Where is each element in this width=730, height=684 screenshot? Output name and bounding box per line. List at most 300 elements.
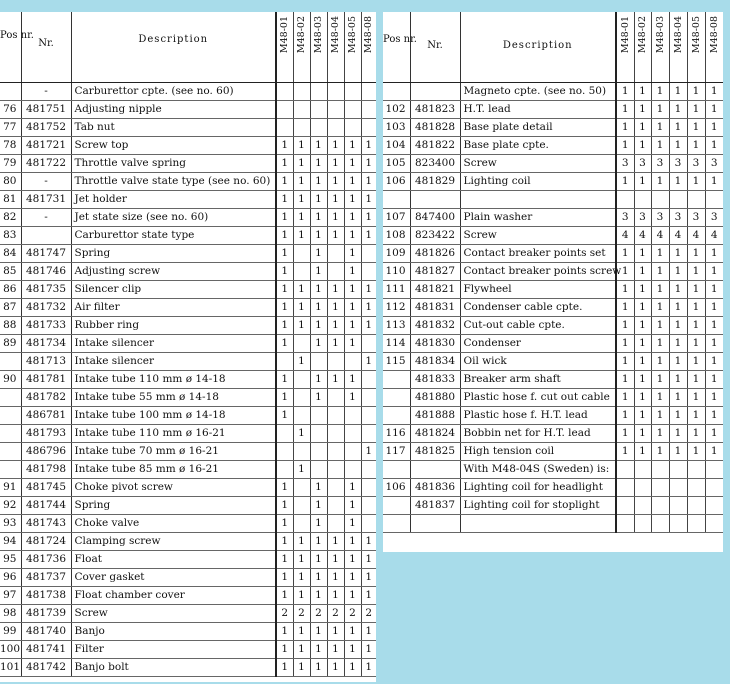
quantity-cell: 1: [361, 226, 376, 244]
quantity-cell: [310, 100, 327, 118]
pos-cell: 108: [383, 226, 410, 244]
quantity-cell: 1: [705, 244, 723, 262]
description-cell: Lighting coil: [460, 172, 616, 190]
pos-cell: 86: [0, 280, 21, 298]
quantity-cell: [327, 442, 344, 460]
quantity-cell: 2: [327, 604, 344, 622]
quantity-cell: 1: [293, 622, 310, 640]
table-row: [0, 136, 376, 154]
nr-header: Nr.: [21, 12, 71, 82]
quantity-cell: 1: [669, 298, 687, 316]
description-cell: Oil wick: [460, 352, 616, 370]
right-table-body: [383, 82, 723, 532]
table-row: [383, 316, 723, 334]
description-cell: Banjo bolt: [71, 658, 276, 676]
description-cell: Silencer clip: [71, 280, 276, 298]
description-cell: Float: [71, 550, 276, 568]
quantity-cell: 1: [327, 208, 344, 226]
quantity-cell: [687, 190, 705, 208]
quantity-cell: 1: [705, 262, 723, 280]
part-number-cell: 481832: [410, 316, 460, 334]
quantity-cell: 1: [669, 82, 687, 100]
quantity-cell: 1: [276, 316, 293, 334]
quantity-cell: 3: [705, 154, 723, 172]
quantity-cell: 1: [705, 316, 723, 334]
quantity-cell: [651, 478, 669, 496]
quantity-cell: 1: [616, 388, 634, 406]
quantity-cell: 1: [293, 172, 310, 190]
quantity-cell: 1: [687, 244, 705, 262]
quantity-cell: [276, 100, 293, 118]
quantity-cell: 1: [276, 388, 293, 406]
table-row: [0, 226, 376, 244]
quantity-cell: 1: [669, 352, 687, 370]
pos-cell: 107: [383, 208, 410, 226]
description-cell: Condenser cable cpte.: [460, 298, 616, 316]
quantity-cell: 1: [310, 226, 327, 244]
quantity-cell: 1: [361, 280, 376, 298]
quantity-cell: [276, 442, 293, 460]
pos-cell: [0, 406, 21, 424]
quantity-cell: 1: [327, 586, 344, 604]
table-row: [0, 532, 376, 550]
quantity-cell: 1: [344, 532, 361, 550]
quantity-cell: 1: [651, 100, 669, 118]
quantity-cell: 1: [327, 136, 344, 154]
right-parts-table: [383, 12, 723, 533]
quantity-cell: [361, 82, 376, 100]
pos-cell: 111: [383, 280, 410, 298]
pos-cell: 85: [0, 262, 21, 280]
quantity-cell: [293, 442, 310, 460]
quantity-cell: 3: [616, 208, 634, 226]
table-row: [0, 586, 376, 604]
description-cell: Spring: [71, 244, 276, 262]
table-row: [383, 478, 723, 496]
quantity-cell: 3: [651, 208, 669, 226]
part-number-cell: 481724: [21, 532, 71, 550]
quantity-cell: 1: [276, 244, 293, 262]
quantity-cell: 2: [344, 604, 361, 622]
description-cell: Intake tube 100 mm ø 14-18: [71, 406, 276, 424]
quantity-cell: 1: [651, 136, 669, 154]
quantity-cell: [276, 82, 293, 100]
part-number-cell: 481751: [21, 100, 71, 118]
quantity-cell: 1: [310, 244, 327, 262]
quantity-cell: [344, 100, 361, 118]
quantity-cell: [634, 514, 651, 532]
table-row: [0, 154, 376, 172]
quantity-cell: 1: [634, 280, 651, 298]
quantity-cell: 1: [634, 172, 651, 190]
part-number-cell: 481824: [410, 424, 460, 442]
quantity-cell: [651, 460, 669, 478]
quantity-cell: 1: [327, 316, 344, 334]
quantity-cell: 1: [634, 100, 651, 118]
quantity-cell: 1: [276, 532, 293, 550]
quantity-cell: 1: [344, 136, 361, 154]
part-number-cell: -: [21, 208, 71, 226]
quantity-cell: 1: [310, 568, 327, 586]
part-number-cell: 481829: [410, 172, 460, 190]
quantity-cell: 1: [344, 316, 361, 334]
quantity-cell: [687, 478, 705, 496]
quantity-cell: 1: [293, 280, 310, 298]
quantity-cell: 1: [310, 550, 327, 568]
quantity-cell: [651, 496, 669, 514]
quantity-cell: [310, 82, 327, 100]
quantity-cell: [705, 190, 723, 208]
quantity-cell: 1: [327, 370, 344, 388]
quantity-cell: [361, 424, 376, 442]
quantity-cell: 1: [344, 388, 361, 406]
quantity-cell: 1: [310, 316, 327, 334]
quantity-cell: 1: [327, 532, 344, 550]
quantity-cell: 1: [651, 262, 669, 280]
quantity-cell: [293, 100, 310, 118]
quantity-cell: [705, 514, 723, 532]
quantity-cell: 1: [344, 208, 361, 226]
description-cell: Intake tube 110 mm ø 16-21: [71, 424, 276, 442]
quantity-cell: 1: [327, 568, 344, 586]
quantity-cell: [310, 424, 327, 442]
part-number-cell: 481734: [21, 334, 71, 352]
part-number-cell: 481735: [21, 280, 71, 298]
quantity-cell: 1: [651, 406, 669, 424]
description-cell: Base plate detail: [460, 118, 616, 136]
quantity-cell: 1: [293, 658, 310, 676]
part-number-cell: 481713: [21, 352, 71, 370]
description-cell: Throttle valve spring: [71, 154, 276, 172]
pos-cell: 90: [0, 370, 21, 388]
quantity-cell: 1: [276, 154, 293, 172]
quantity-cell: [616, 514, 634, 532]
part-number-cell: 481744: [21, 496, 71, 514]
quantity-cell: [293, 388, 310, 406]
quantity-cell: 1: [310, 622, 327, 640]
quantity-cell: [669, 190, 687, 208]
pos-cell: 78: [0, 136, 21, 154]
quantity-cell: 1: [361, 316, 376, 334]
quantity-cell: [293, 82, 310, 100]
part-number-cell: 481833: [410, 370, 460, 388]
quantity-cell: 1: [293, 532, 310, 550]
pos-cell: 76: [0, 100, 21, 118]
quantity-cell: [705, 478, 723, 496]
quantity-cell: 1: [669, 406, 687, 424]
part-number-cell: 481752: [21, 118, 71, 136]
quantity-cell: 1: [669, 442, 687, 460]
quantity-cell: 1: [669, 262, 687, 280]
quantity-cell: [310, 352, 327, 370]
quantity-cell: [327, 424, 344, 442]
table-row: [383, 136, 723, 154]
quantity-cell: [327, 406, 344, 424]
quantity-cell: [310, 460, 327, 478]
quantity-cell: 1: [310, 478, 327, 496]
quantity-cell: [310, 442, 327, 460]
quantity-cell: 1: [310, 334, 327, 352]
quantity-cell: 1: [276, 190, 293, 208]
quantity-cell: 1: [616, 244, 634, 262]
quantity-cell: [344, 424, 361, 442]
description-cell: Bobbin net for H.T. lead: [460, 424, 616, 442]
description-cell: Carburettor state type: [71, 226, 276, 244]
description-cell: Magneto cpte. (see no. 50): [460, 82, 616, 100]
description-cell: Plain washer: [460, 208, 616, 226]
quantity-cell: 1: [361, 208, 376, 226]
quantity-cell: 1: [344, 262, 361, 280]
part-number-cell: 481732: [21, 298, 71, 316]
quantity-cell: 1: [344, 154, 361, 172]
table-row: [383, 226, 723, 244]
part-number-cell: 481823: [410, 100, 460, 118]
quantity-cell: 1: [361, 154, 376, 172]
part-number-cell: 481743: [21, 514, 71, 532]
quantity-cell: 1: [616, 262, 634, 280]
quantity-cell: 2: [276, 604, 293, 622]
quantity-cell: 1: [651, 424, 669, 442]
part-number-cell: 481742: [21, 658, 71, 676]
pos-cell: [0, 82, 21, 100]
quantity-cell: 1: [705, 298, 723, 316]
left-header-row: [0, 12, 376, 82]
quantity-cell: 1: [634, 442, 651, 460]
quantity-cell: 1: [616, 316, 634, 334]
quantity-cell: [293, 496, 310, 514]
model-header: M48-08: [705, 12, 723, 82]
part-number-cell: 481880: [410, 388, 460, 406]
quantity-cell: 1: [669, 136, 687, 154]
quantity-cell: 1: [687, 172, 705, 190]
pos-cell: 103: [383, 118, 410, 136]
quantity-cell: 1: [634, 118, 651, 136]
quantity-cell: 1: [361, 136, 376, 154]
description-cell: Throttle valve state type (see no. 60): [71, 172, 276, 190]
quantity-cell: 1: [344, 172, 361, 190]
quantity-cell: 2: [310, 604, 327, 622]
pos-cell: [383, 496, 410, 514]
part-number-cell: 481736: [21, 550, 71, 568]
quantity-cell: 1: [310, 658, 327, 676]
quantity-cell: [687, 496, 705, 514]
pos-cell: [0, 424, 21, 442]
pos-cell: [383, 514, 410, 532]
description-cell: Banjo: [71, 622, 276, 640]
quantity-cell: 1: [327, 334, 344, 352]
quantity-cell: 3: [669, 208, 687, 226]
quantity-cell: 1: [669, 424, 687, 442]
pos-cell: 106: [383, 172, 410, 190]
quantity-cell: 1: [310, 172, 327, 190]
description-cell: Screw top: [71, 136, 276, 154]
table-row: [0, 82, 376, 100]
pos-cell: 115: [383, 352, 410, 370]
description-header: Description: [460, 12, 616, 82]
description-cell: Adjusting screw: [71, 262, 276, 280]
quantity-cell: 1: [310, 640, 327, 658]
quantity-cell: 1: [327, 550, 344, 568]
part-number-cell: 481782: [21, 388, 71, 406]
table-row: [0, 190, 376, 208]
quantity-cell: 1: [634, 262, 651, 280]
description-cell: [460, 514, 616, 532]
description-header: Description: [71, 12, 276, 82]
quantity-cell: 1: [361, 172, 376, 190]
quantity-cell: 1: [310, 208, 327, 226]
quantity-cell: 1: [705, 406, 723, 424]
quantity-cell: [361, 388, 376, 406]
quantity-cell: [327, 100, 344, 118]
quantity-cell: 1: [361, 352, 376, 370]
description-cell: Flywheel: [460, 280, 616, 298]
quantity-cell: 1: [687, 118, 705, 136]
quantity-cell: 1: [344, 190, 361, 208]
quantity-cell: 1: [276, 640, 293, 658]
quantity-cell: 1: [616, 424, 634, 442]
description-cell: Intake tube 70 mm ø 16-21: [71, 442, 276, 460]
table-row: [0, 604, 376, 622]
left-table-body: [0, 82, 376, 676]
table-row: [383, 424, 723, 442]
quantity-cell: 1: [327, 226, 344, 244]
quantity-cell: 1: [634, 424, 651, 442]
quantity-cell: 3: [687, 154, 705, 172]
quantity-cell: 1: [276, 568, 293, 586]
quantity-cell: 1: [361, 532, 376, 550]
pos-cell: 84: [0, 244, 21, 262]
quantity-cell: [344, 118, 361, 136]
quantity-cell: 3: [687, 208, 705, 226]
quantity-cell: 4: [687, 226, 705, 244]
table-row: [0, 640, 376, 658]
table-row: [0, 244, 376, 262]
table-row: [383, 172, 723, 190]
quantity-cell: [293, 334, 310, 352]
quantity-cell: 1: [310, 280, 327, 298]
quantity-cell: 1: [634, 388, 651, 406]
quantity-cell: 1: [669, 172, 687, 190]
quantity-cell: [687, 514, 705, 532]
pos-cell: 82: [0, 208, 21, 226]
quantity-cell: 1: [293, 298, 310, 316]
quantity-cell: [327, 82, 344, 100]
quantity-cell: 3: [634, 208, 651, 226]
quantity-cell: 1: [361, 586, 376, 604]
quantity-cell: 1: [361, 298, 376, 316]
quantity-cell: [293, 370, 310, 388]
part-number-cell: [410, 82, 460, 100]
quantity-cell: 1: [310, 586, 327, 604]
part-number-cell: 481830: [410, 334, 460, 352]
quantity-cell: 1: [705, 442, 723, 460]
quantity-cell: [327, 262, 344, 280]
quantity-cell: 1: [634, 298, 651, 316]
table-row: [0, 118, 376, 136]
quantity-cell: 1: [687, 136, 705, 154]
quantity-cell: 1: [634, 316, 651, 334]
quantity-cell: 2: [293, 604, 310, 622]
pos-cell: 81: [0, 190, 21, 208]
description-cell: Contact breaker points screw: [460, 262, 616, 280]
model-header: M48-03: [310, 12, 327, 82]
pos-cell: 96: [0, 568, 21, 586]
pos-cell: 102: [383, 100, 410, 118]
quantity-cell: 1: [361, 550, 376, 568]
quantity-cell: 1: [327, 640, 344, 658]
part-number-cell: 481834: [410, 352, 460, 370]
quantity-cell: 1: [616, 406, 634, 424]
model-header: M48-03: [651, 12, 669, 82]
quantity-cell: 1: [651, 388, 669, 406]
quantity-cell: 1: [276, 280, 293, 298]
quantity-cell: 1: [669, 388, 687, 406]
description-cell: Intake tube 55 mm ø 14-18: [71, 388, 276, 406]
quantity-cell: 1: [310, 262, 327, 280]
quantity-cell: [293, 406, 310, 424]
table-row: [383, 190, 723, 208]
table-row: [383, 82, 723, 100]
quantity-cell: [669, 496, 687, 514]
quantity-cell: [616, 190, 634, 208]
quantity-cell: [361, 460, 376, 478]
quantity-cell: 1: [687, 262, 705, 280]
quantity-cell: 1: [276, 334, 293, 352]
quantity-cell: 1: [705, 388, 723, 406]
quantity-cell: 1: [651, 118, 669, 136]
quantity-cell: 1: [705, 424, 723, 442]
pos-cell: 91: [0, 478, 21, 496]
quantity-cell: 1: [634, 406, 651, 424]
left-parts-table: [0, 12, 376, 677]
quantity-cell: 1: [705, 136, 723, 154]
quantity-cell: [327, 118, 344, 136]
part-number-cell: 481733: [21, 316, 71, 334]
table-row: [383, 514, 723, 532]
model-header: M48-05: [687, 12, 705, 82]
pos-cell: [0, 442, 21, 460]
model-header: M48-05: [344, 12, 361, 82]
quantity-cell: 1: [344, 370, 361, 388]
pos-cell: 105: [383, 154, 410, 172]
part-number-cell: 481721: [21, 136, 71, 154]
part-number-cell: 481828: [410, 118, 460, 136]
pos-cell: 89: [0, 334, 21, 352]
quantity-cell: [344, 442, 361, 460]
quantity-cell: [616, 460, 634, 478]
part-number-cell: 486796: [21, 442, 71, 460]
model-header: M48-08: [361, 12, 376, 82]
quantity-cell: 1: [687, 442, 705, 460]
quantity-cell: [361, 406, 376, 424]
description-cell: Jet state size (see no. 60): [71, 208, 276, 226]
part-number-cell: -: [21, 172, 71, 190]
table-row: [0, 658, 376, 676]
quantity-cell: 3: [634, 154, 651, 172]
quantity-cell: 1: [361, 190, 376, 208]
quantity-cell: 1: [634, 136, 651, 154]
description-cell: Adjusting nipple: [71, 100, 276, 118]
part-number-cell: 847400: [410, 208, 460, 226]
quantity-cell: 1: [669, 244, 687, 262]
part-number-cell: 481737: [21, 568, 71, 586]
pos-cell: [383, 82, 410, 100]
quantity-cell: [276, 460, 293, 478]
quantity-cell: [344, 460, 361, 478]
part-number-cell: 481826: [410, 244, 460, 262]
quantity-cell: 1: [344, 244, 361, 262]
quantity-cell: 1: [276, 514, 293, 532]
